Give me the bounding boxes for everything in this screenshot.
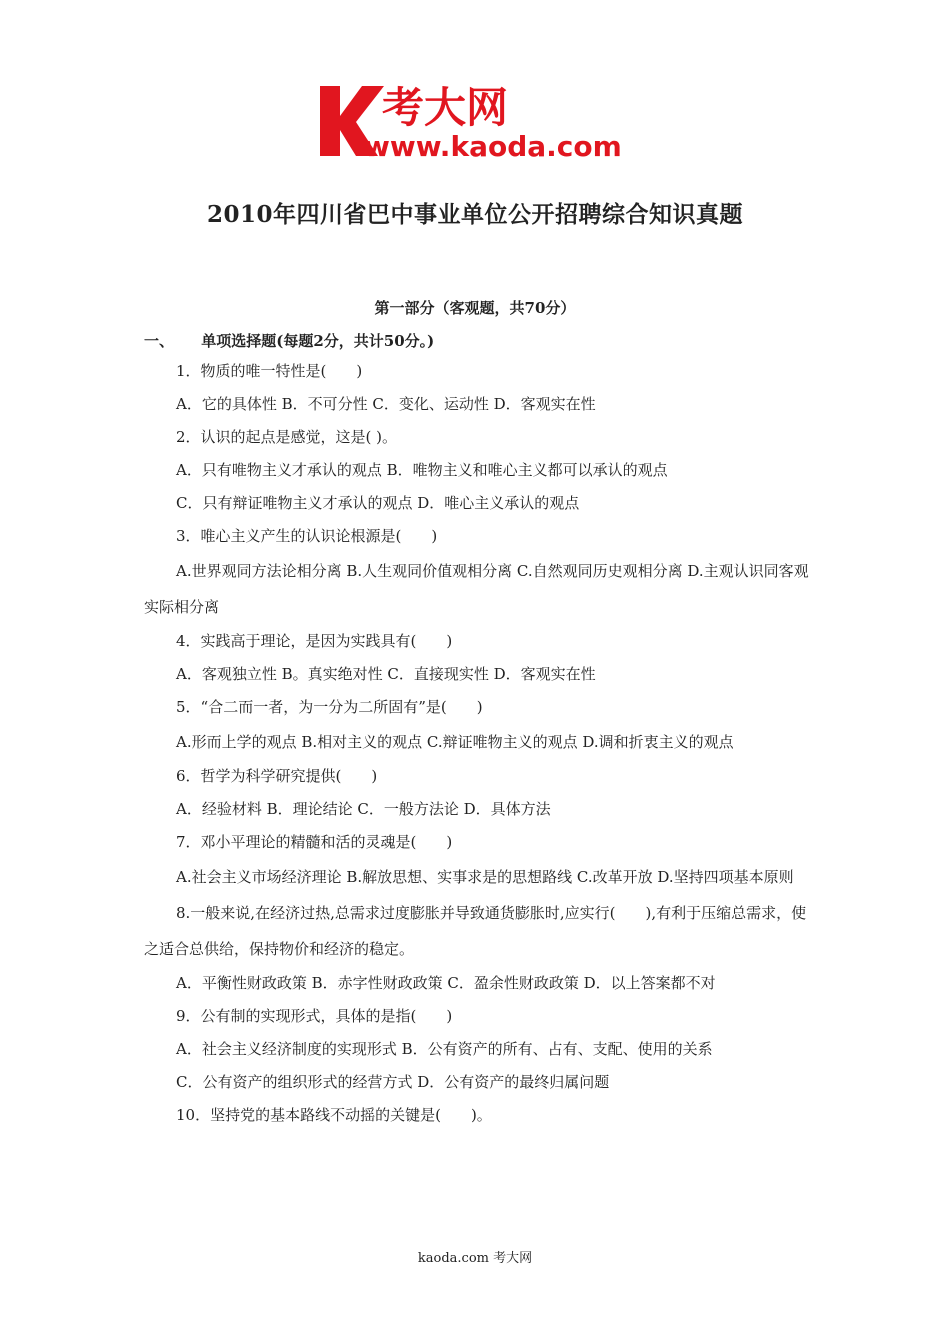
answer-options: A．它的具体性 B．不可分性 C．变化、运动性 D．客观实在性 bbox=[176, 395, 596, 413]
answer-options: A．客观独立性 B。真实绝对性 C．直接现实性 D．客观实在性 bbox=[176, 665, 596, 683]
answer-options: A．只有唯物主义才承认的观点 B．唯物主义和唯心主义都可以承认的观点 bbox=[176, 461, 668, 479]
answer-options: A．平衡性财政政策 B．赤字性财政政策 C．盈余性财政政策 D．以上答案都不对 bbox=[176, 974, 716, 992]
question-text: 9．公有制的实现形式，具体的是指( ) bbox=[176, 1007, 453, 1025]
kaoda-logo-icon bbox=[318, 82, 638, 162]
question-text: 5．“合二而一者，为一分为二所固有”是( ) bbox=[176, 698, 483, 716]
document-title: 2010年四川省巴中事业单位公开招聘综合知识真题 bbox=[206, 201, 743, 228]
site-logo bbox=[318, 82, 638, 162]
answer-options: A.社会主义市场经济理论 B.解放思想、实事求是的思想路线 C.改革开放 D.坚持四项基本原则 bbox=[176, 868, 794, 886]
page-footer: kaoda.com 考大网 bbox=[417, 1251, 533, 1266]
answer-options: A.世界观同方法论相分离 B.人生观同价值观相分离 C.自然观同历史观相分离 D.主观认识同客观实际相分离 bbox=[144, 562, 809, 616]
question-text: 3．唯心主义产生的认识论根源是( ) bbox=[176, 527, 438, 545]
question-text: 8.一般来说,在经济过热,总需求过度膨胀并导致通货膨胀时,应实行( ),有利于压缩总需求，使之适合总供给，保持物价和经济的稳定。 bbox=[144, 904, 807, 958]
logo-brand-text: 考大网 bbox=[382, 83, 509, 132]
question-text: 10．坚持党的基本路线不动摇的关键是( )。 bbox=[176, 1106, 492, 1124]
part-title: 第一部分（客观题，共70分） bbox=[374, 299, 576, 317]
question-text: 1．物质的唯一特性是( ) bbox=[176, 362, 363, 380]
question-text: 7．邓小平理论的精髓和活的灵魂是( ) bbox=[176, 833, 453, 851]
answer-options: A．经验材料 B．理论结论 C．一般方法论 D．具体方法 bbox=[176, 800, 551, 818]
logo-url-text: www.kaoda.com bbox=[364, 130, 622, 162]
answer-options: A.形而上学的观点 B.相对主义的观点 C.辩证唯物主义的观点 D.调和折衷主义的观点 bbox=[176, 733, 734, 751]
answer-options: A．社会主义经济制度的实现形式 B．公有资产的所有、占有、支配、使用的关系 bbox=[176, 1040, 713, 1058]
section-title: 单项选择题(每题2分，共计50分。) bbox=[201, 332, 435, 350]
question-text: 6．哲学为科学研究提供( ) bbox=[176, 767, 378, 785]
question-text: 2．认识的起点是感觉，这是( )。 bbox=[176, 428, 398, 446]
section-heading bbox=[144, 330, 434, 351]
answer-options: C．只有辩证唯物主义才承认的观点 D．唯心主义承认的观点 bbox=[176, 494, 580, 512]
section-number: 一、 bbox=[144, 332, 175, 350]
question-list bbox=[144, 355, 812, 1132]
question-text: 4．实践高于理论，是因为实践具有( ) bbox=[176, 632, 453, 650]
answer-options: C．公有资产的组织形式的经营方式 D．公有资产的最终归属问题 bbox=[176, 1073, 610, 1091]
